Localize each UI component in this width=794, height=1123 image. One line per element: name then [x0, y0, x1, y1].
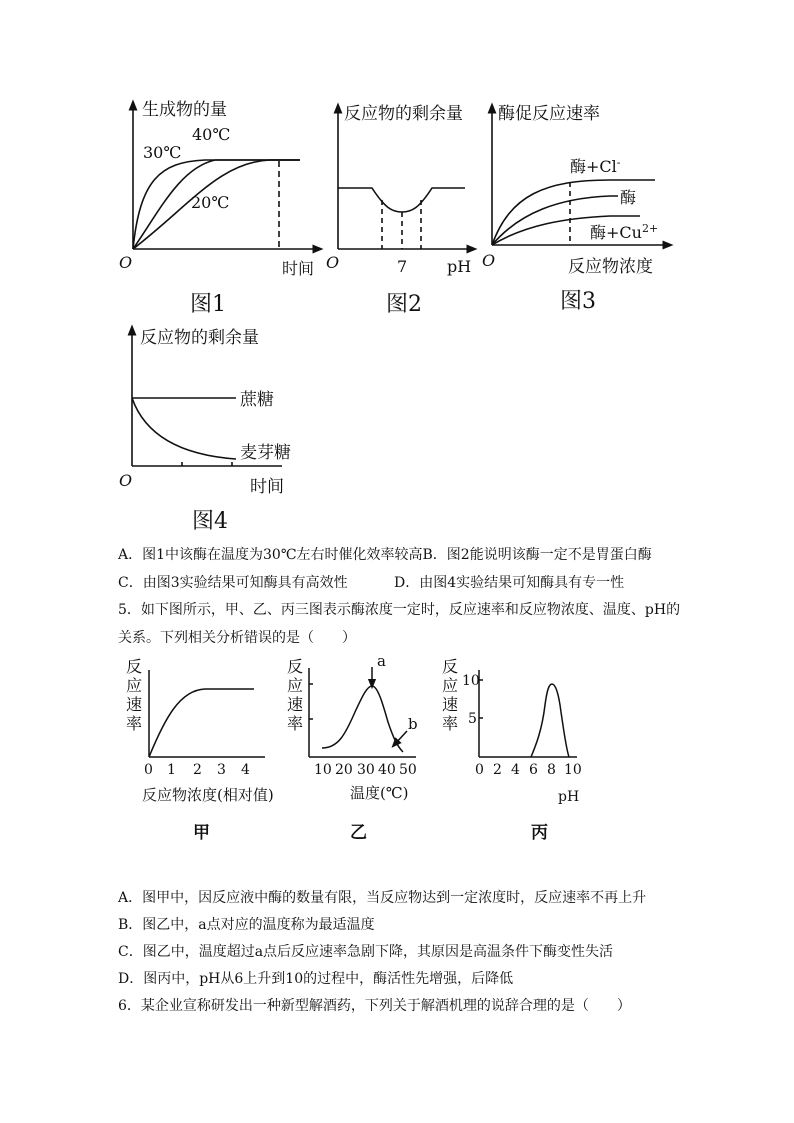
fig4-label-maltose: 麦芽糖: [240, 443, 291, 463]
svg-text:率: 率: [287, 714, 304, 733]
bing-ytick-10: 10: [462, 673, 480, 689]
bing-caption: 丙: [531, 823, 548, 843]
bing-curve: [531, 684, 569, 757]
fig2-curve: [338, 188, 465, 212]
yi-tick: 20: [335, 762, 353, 778]
svg-text:反: 反: [126, 657, 143, 676]
yi-ylabel: [287, 657, 303, 733]
svg-text:率: 率: [126, 714, 143, 733]
jia-ylabel: [126, 657, 142, 733]
q5-option-a: A．图甲中，因反应液中酶的数量有限，当反应物达到一定浓度时，反应速率不再上升: [118, 890, 647, 906]
fig3-ylabel: 酶促反应速率: [498, 104, 600, 124]
fig2-ylabel: 反应物的剩余量: [344, 104, 463, 124]
bing-ytick-5: 5: [468, 711, 477, 727]
fig1-ylabel: 生成物的量: [142, 100, 227, 120]
bing-tick: 6: [529, 762, 538, 778]
fig4-curve-maltose: [132, 398, 236, 459]
svg-text:速: 速: [442, 695, 459, 714]
svg-text:应: 应: [442, 676, 459, 695]
figure-bing: [479, 670, 577, 757]
fig1-label-30c: 30℃: [143, 143, 182, 162]
fig3-label-cu: 酶$+Cu^{2+}$: [590, 222, 659, 242]
fig2-xlabel: pH: [447, 257, 472, 276]
fig3-label-cl: 酶+Cl-: [570, 156, 621, 176]
fig2-tick-7: 7: [397, 257, 408, 276]
bing-tick: 10: [564, 762, 582, 778]
figure-yi: [309, 667, 416, 757]
yi-tick: 10: [314, 762, 332, 778]
q4-option-a: A．图1中该酶在温度为30℃左右时催化效率较高: [118, 547, 423, 563]
jia-tick: 1: [167, 762, 176, 778]
svg-text:速: 速: [126, 695, 143, 714]
fig4-xlabel: 时间: [250, 477, 284, 497]
fig3-caption: 图3: [560, 289, 596, 314]
yi-tick: 30: [357, 762, 375, 778]
jia-x-ticks: [144, 762, 250, 778]
yi-caption: 乙: [350, 823, 367, 843]
figure-jia: [149, 670, 265, 757]
fig2-caption: 图2: [386, 292, 422, 317]
q5-option-d: D．图丙中，pH从6上升到10的过程中，酶活性先增强，后降低: [118, 971, 514, 987]
q5-stem-line-1: 5．如下图所示，甲、乙、丙三图表示酶浓度一定时，反应速率和反应物浓度、温度、pH的: [118, 602, 681, 618]
yi-tick: 40: [378, 762, 396, 778]
fig4-caption: 图4: [192, 509, 228, 534]
yi-x-ticks: [314, 762, 417, 778]
bing-tick: 8: [547, 762, 556, 778]
bing-tick: 2: [493, 762, 502, 778]
q6-stem: 6．某企业宣称研发出一种新型解酒药，下列关于解酒机理的说辞合理的是（ ）: [118, 998, 631, 1014]
jia-caption: 甲: [193, 823, 210, 843]
fig3-origin: O: [482, 251, 496, 270]
bing-tick: 0: [475, 762, 484, 778]
fig1-origin: O: [119, 253, 133, 272]
jia-curve: [149, 689, 254, 757]
fig2-origin: O: [326, 253, 340, 272]
fig1-xlabel: 时间: [282, 259, 315, 278]
jia-tick: 0: [144, 762, 153, 778]
svg-text:速: 速: [287, 695, 304, 714]
bing-ylabel: [442, 657, 458, 733]
svg-text:反: 反: [287, 657, 304, 676]
q4-option-ab-line: [118, 544, 652, 564]
fig1-caption: 图1: [190, 292, 226, 317]
q4-option-cd-line: [118, 572, 624, 592]
q5-option-b: B．图乙中，a点对应的温度称为最适温度: [118, 917, 375, 933]
q4-option-b: B．图2能说明该酶一定不是胃蛋白酶: [422, 547, 652, 563]
svg-text:率: 率: [442, 714, 459, 733]
q5-option-c: C．图乙中，温度超过a点后反应速率急剧下降，其原因是高温条件下酶变性失活: [118, 944, 614, 960]
yi-xlabel: 温度(℃): [350, 784, 409, 802]
fig4-origin: O: [119, 471, 133, 490]
jia-xlabel: 反应物浓度(相对值): [142, 786, 274, 804]
jia-tick: 3: [217, 762, 226, 778]
q5-stem-line-2: 关系。下列相关分析错误的是（ ）: [118, 630, 356, 646]
q4-option-d: D．由图4实验结果可知酶具有专一性: [394, 575, 625, 591]
svg-text:应: 应: [126, 676, 143, 695]
svg-text:反: 反: [442, 657, 459, 676]
yi-arrow-b: [395, 731, 407, 744]
yi-tick: 50: [399, 762, 417, 778]
yi-point-b: b: [408, 715, 418, 733]
yi-curve: [322, 686, 403, 752]
jia-tick: 4: [241, 762, 250, 778]
fig1-label-40c: 40℃: [192, 125, 231, 144]
fig4-ylabel: 反应物的剩余量: [140, 328, 259, 348]
figure-2: [338, 108, 472, 249]
svg-text:应: 应: [287, 676, 304, 695]
bing-x-ticks: [475, 762, 582, 778]
jia-tick: 2: [193, 762, 202, 778]
fig3-xlabel: 反应物浓度: [568, 257, 653, 277]
fig4-label-sucrose: 蔗糖: [240, 390, 274, 410]
q4-option-c: C．由图3实验结果可知酶具有高效性: [118, 575, 348, 591]
bing-tick: 4: [511, 762, 520, 778]
yi-point-a: a: [377, 652, 386, 670]
bing-xlabel: pH: [558, 789, 580, 805]
fig3-label-enzyme: 酶: [620, 188, 637, 207]
fig1-label-20c: 20℃: [191, 193, 230, 212]
